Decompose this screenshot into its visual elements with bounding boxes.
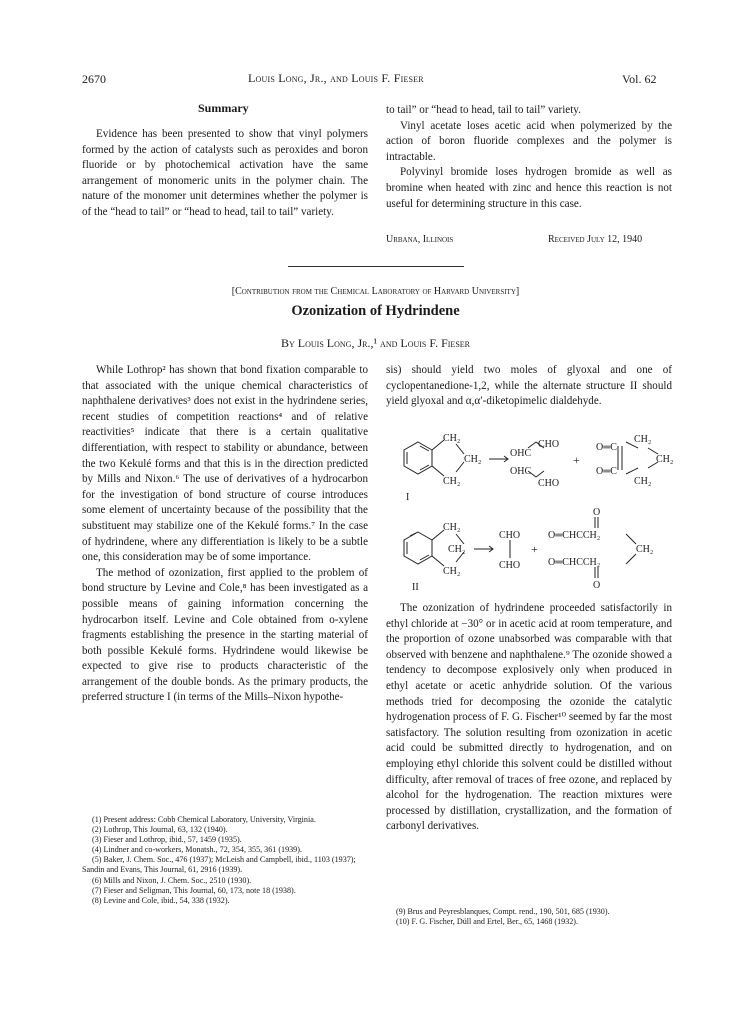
article-byline: By Louis Long, Jr.,¹ and Louis F. Fieser — [281, 336, 470, 350]
summary-paragraph-3: Polyvinyl bromide loses hydrogen bromide as well as bromine when heated with zinc and hence this reaction is not useful for determining structure in this case. — [386, 166, 672, 210]
footnotes-left — [82, 815, 368, 906]
summary-paragraph-1: Evidence has been presented to show that vinyl polymers formed by the action of catalysts such as peroxides and boron fluoride or by photochemical activation have the same arrangement of monomeric units in the polymer chain. The nature of the monomer unit determines whether the polymer is of the “head to tail” or “head to head, tail to tail” variety. — [82, 128, 368, 218]
scheme-ch2-dione-mid: CH₂ — [656, 454, 674, 465]
scheme-ch2-mid-II: CH₂ — [448, 544, 466, 555]
right-column-body — [386, 601, 672, 835]
benzene-ring-I — [404, 442, 432, 474]
summary-continuation: to tail” or “head to head, tail to tail” variety. — [386, 104, 581, 116]
scheme-ch2-dione-bot: CH₂ — [634, 476, 652, 487]
summary-left-text — [82, 127, 368, 221]
scheme-cho-4: CHO — [499, 560, 521, 571]
results-paragraph: The ozonization of hydrindene proceeded satisfactorily in ethyl chloride at −30° or in acetic acid at room temperature, and the proportion of ozone unabsorbed was comparable with that observed with benzene and naphthalene.⁹ The ozonide showed a tendency to decompose explosively only when produced in ethyl acetate or acetic anhydride solution. Of the various methods tried for decomposing the ozonide the catalytic hydrogenation process of F. G. Fischer¹⁰ seemed by far the most satisfactory. The solution resulting from ozonization in acetic acid could be submitted directly to hydrogenation, and on employing ethyl chloride this solvent could be distilled without difficulty, after removal of traces of free ozone, and replaced by alcohol for the hydrogenation. The reaction mixtures were processed by distillation, crystallization, and the formation of carbonyl derivatives. — [386, 602, 672, 833]
scheme-ch2-diketo-mid: CH₂ — [636, 544, 654, 555]
scheme-plus-II: + — [531, 542, 538, 556]
structure-label-I: I — [406, 492, 410, 503]
volume-label: Vol. 62 — [622, 72, 657, 86]
scheme-ch2-dione-top: CH₂ — [634, 434, 652, 445]
scheme-ch2-bot-II: CH₂ — [443, 566, 461, 577]
scheme-cho-3: CHO — [499, 530, 521, 541]
scheme-ch2-mid-I: CH₂ — [464, 454, 482, 465]
right-column-top — [386, 363, 672, 410]
summary-location: Urbana, Illinois — [386, 234, 454, 245]
scheme-o-bot: O — [593, 580, 601, 591]
scheme-ch2-top-II: CH₂ — [443, 522, 461, 533]
footnote-6: (6) Mills and Nixon, J. Chem. Soc., 2510 (1930). — [92, 875, 252, 885]
footnote-5: (5) Baker, J. Chem. Soc., 476 (1937); McLeish and Campbell, ibid., 1103 (1937); Sandin and Evans, This Journal, 61, 2916 (1939). — [82, 855, 356, 875]
left-column-body — [82, 363, 368, 706]
footnote-4: (4) Lindner and co-workers, Monatsh., 72, 354, 355, 361 (1939). — [92, 845, 302, 855]
scheme-ch2-bot-I: CH₂ — [443, 476, 461, 487]
scheme-cho-2: CHO — [538, 478, 560, 489]
scheme-ohc-1: OHC — [510, 448, 532, 459]
article-title: Ozonization of Hydrindene — [291, 303, 460, 319]
section-divider — [288, 266, 464, 267]
method-paragraph: The method of ozonization, first applied to the problem of bond structure by Levine and Cole,⁸ has been investigated as a possible means of gaining information concerning the hydrocarbon itself. Levine and Cole obtained from o-xylene fragments establishing the presence in the starting material of both possible Kekulé forms. Hydrindene would likewise be expected to give rise to products characteristic of the arrangement of the double bonds. As the primary products, the preferred structure I (in terms of the Mills–Nixon hypothe- — [82, 566, 368, 704]
scheme-cho-1: CHO — [538, 439, 560, 450]
footnote-3: (3) Fieser and Lothrop, ibid., 57, 1459 (1935). — [92, 835, 242, 845]
footnote-7: (7) Fieser and Seligman, This Journal, 60, 173, note 18 (1938). — [92, 885, 296, 895]
scheme-oc-bot: O═C — [596, 466, 617, 477]
structure-label-II: II — [412, 582, 419, 593]
footnote-2: (2) Lothrop, This Journal, 63, 132 (1940). — [92, 825, 228, 835]
summary-received-date: Received July 12, 1940 — [548, 234, 643, 245]
reaction-scheme — [386, 422, 686, 597]
page-number: 2670 — [82, 72, 106, 86]
summary-heading: Summary — [198, 101, 249, 115]
scheme-oc-top: O═C — [596, 442, 617, 453]
scheme-ochcch2-bot: O═CHCCH₂ — [548, 557, 601, 568]
footnotes-right — [386, 907, 676, 927]
summary-right-text — [386, 103, 672, 212]
footnote-9: (9) Brus and Peyresblanques, Compt. rend., 190, 501, 685 (1930). — [396, 907, 610, 916]
footnote-8: (8) Levine and Cole, ibid., 54, 338 (1932). — [92, 895, 230, 905]
footnote-1: (1) Present address: Cobb Chemical Laboratory, University, Virginia. — [92, 815, 316, 824]
scheme-ochcch2-top: O═CHCCH₂ — [548, 530, 601, 541]
running-title: Louis Long, Jr., and Louis F. Fieser — [248, 71, 424, 85]
scheme-o-top: O — [593, 507, 601, 518]
scheme-plus-I: + — [573, 453, 580, 467]
contribution-line: [Contribution from the Chemical Laboratory of Harvard University] — [231, 286, 520, 297]
footnote-10: (10) F. G. Fischer, Düll and Ertel, Ber., 65, 1468 (1932). — [396, 917, 579, 927]
scheme-ohc-2: OHC — [510, 466, 532, 477]
summary-paragraph-2: Vinyl acetate loses acetic acid when polymerized by the action of boron fluoride complexes and the polymer is intractable. — [386, 119, 672, 163]
benzene-ring-II — [404, 532, 432, 564]
intro-paragraph: While Lothrop² has shown that bond fixation comparable to that associated with the unique chemical characteristics of naphthalene derivatives³ does not exist in the hydrindene series, recent studies of competition reactions⁴ and of relative reactivities⁵ indicate that there is a certain qualitative differentiation, with respect to stability or abundance, between the two Kekulé forms and that this is in the direction predicted by Mills and Nixon.⁶ The use of derivatives of a hydrocarbon for the investigation of bond structure of course introduces some element of uncertainty because of the possibility that the substituent may stabilize one of the Kekulé forms.⁷ In the case of hydrindene, where any differentiation is likely to be a subtle one, this consideration may be of some importance. — [82, 364, 368, 564]
scheme-ch2-top-I: CH₂ — [443, 433, 461, 444]
structure-paragraph: sis) should yield two moles of glyoxal and one of cyclopentanedione-1,2, while the alternate structure II should yield glyoxal and α,α′-diketopimelic dialdehyde. — [386, 364, 672, 408]
